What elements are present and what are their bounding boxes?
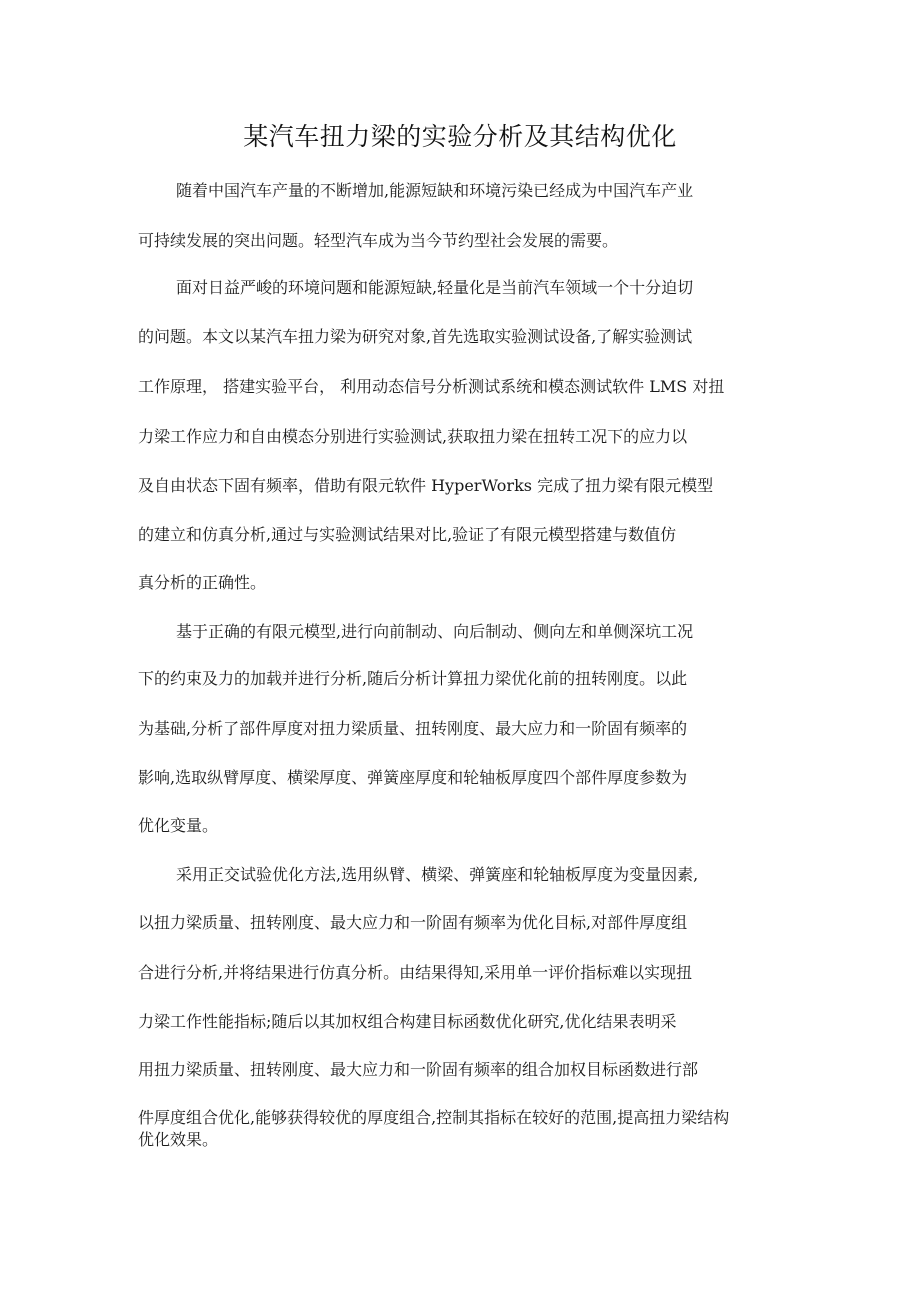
paragraph-1-line-2: 可持续发展的突出问题。轻型汽车成为当今节约型社会发展的需要。 <box>138 231 619 250</box>
paragraph-4-line-7: 优化效果。 <box>138 1130 219 1149</box>
paragraph-2-line-7: 真分析的正确性。 <box>138 573 267 592</box>
paragraph-4-line-3: 合进行分析,并将结果进行仿真分析。由结果得知,采用单一评价指标难以实现扭 <box>138 963 693 982</box>
paragraph-4-line-2: 以扭力梁质量、扭转刚度、最大应力和一阶固有频率为优化目标,对部件厚度组 <box>138 913 688 932</box>
paragraph-4-line-1: 采用正交试验优化方法,选用纵臂、横梁、弹簧座和轮轴板厚度为变量因素, <box>176 865 699 884</box>
paragraph-3-line-5: 优化变量。 <box>138 816 219 835</box>
paragraph-2-line-5: 及自由状态下固有频率，借助有限元软件 HyperWorks 完成了扭力梁有限元模型 <box>138 476 714 495</box>
paragraph-2-line-4: 力梁工作应力和自由模态分别进行实验测试,获取扭力梁在扭转工况下的应力以 <box>138 427 688 446</box>
paragraph-4-line-6: 件厚度组合优化,能够获得较优的厚度组合,控制其指标在较好的范围,提高扭力梁结构 <box>138 1108 730 1127</box>
document-title: 某汽车扭力梁的实验分析及其结构优化 <box>243 122 677 151</box>
paragraph-3-line-3: 为基础,分析了部件厚度对扭力梁质量、扭转刚度、最大应力和一阶固有频率的 <box>138 719 688 738</box>
paragraph-2-line-3: 工作原理， 搭建实验平台， 利用动态信号分析测试系统和模态测试软件 LMS 对扭 <box>138 377 725 396</box>
paragraph-3-line-1: 基于正确的有限元模型,进行向前制动、向后制动、侧向左和单侧深坑工况 <box>176 622 694 641</box>
paragraph-2-line-2: 的问题。本文以某汽车扭力梁为研究对象,首先选取实验测试设备,了解实验测试 <box>138 327 693 346</box>
paragraph-3-line-2: 下的约束及力的加载并进行分析,随后分析计算扭力梁优化前的扭转刚度。以此 <box>138 669 688 688</box>
paragraph-2-line-6: 的建立和仿真分析,通过与实验测试结果对比,验证了有限元模型搭建与数值仿 <box>138 525 677 544</box>
paragraph-2-line-1: 面对日益严峻的环境问题和能源短缺,轻量化是当前汽车领域一个十分迫切 <box>176 278 694 297</box>
paragraph-1-line-1: 随着中国汽车产量的不断增加,能源短缺和环境污染已经成为中国汽车产业 <box>176 181 694 200</box>
paragraph-3-line-4: 影响,选取纵臂厚度、横梁厚度、弹簧座厚度和轮轴板厚度四个部件厚度参数为 <box>138 768 688 787</box>
paragraph-4-line-5: 用扭力梁质量、扭转刚度、最大应力和一阶固有频率的组合加权目标函数进行部 <box>138 1060 699 1079</box>
paragraph-4-line-4: 力梁工作性能指标;随后以其加权组合构建目标函数优化研究,优化结果表明采 <box>138 1012 677 1031</box>
